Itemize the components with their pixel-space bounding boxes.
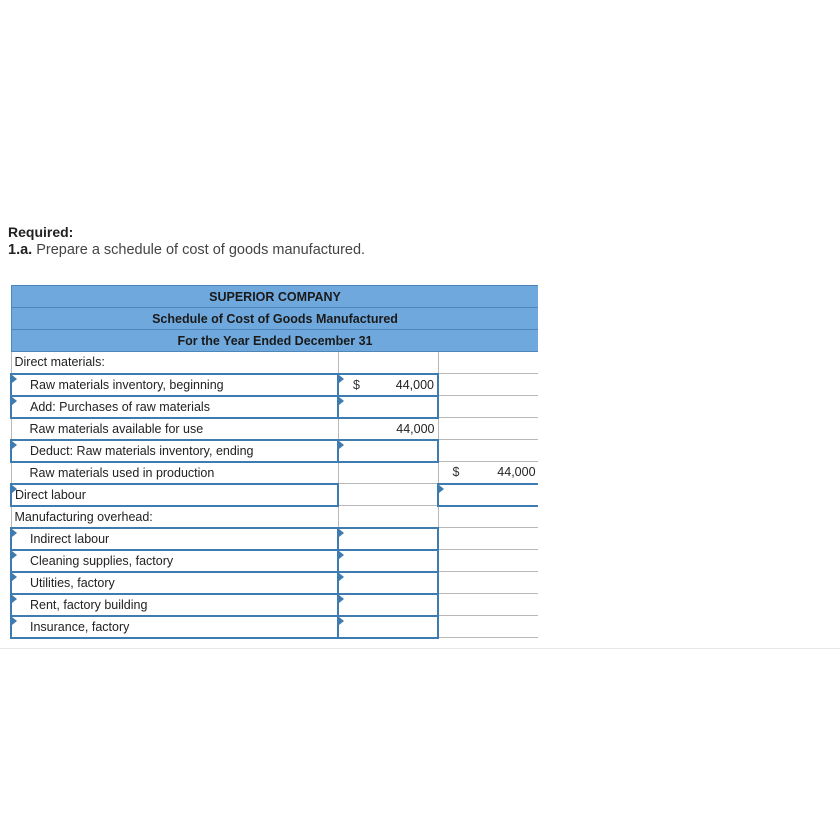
- total-cell: [438, 418, 538, 440]
- table-row: [11, 374, 538, 396]
- row-label-cleaning-supplies[interactable]: [11, 550, 338, 572]
- amount-cell: [338, 352, 438, 374]
- total-value: 44,000: [497, 465, 536, 480]
- total-cell: [438, 352, 538, 374]
- amount-input[interactable]: [338, 528, 438, 550]
- amount-cell: [338, 484, 438, 506]
- amount-input[interactable]: [338, 572, 438, 594]
- table-row: [11, 572, 538, 594]
- row-label-text: Deduct: Raw materials inventory, ending: [30, 443, 254, 458]
- amount-cell: [338, 506, 438, 528]
- row-label-text: Rent, factory building: [30, 597, 148, 612]
- schedule-table-container[interactable]: [10, 285, 538, 642]
- row-label-text: Indirect labour: [30, 531, 110, 546]
- schedule-table: [10, 285, 538, 639]
- required-instruction: [8, 242, 365, 258]
- currency-symbol: $: [353, 377, 360, 392]
- row-label-text: Direct labour: [15, 487, 86, 502]
- row-label-manufacturing-overhead: Manufacturing overhead:: [11, 506, 338, 528]
- total-cell: [438, 374, 538, 396]
- table-row: [11, 462, 538, 484]
- amount-input[interactable]: [338, 594, 438, 616]
- total-cell: [438, 506, 538, 528]
- total-cell: [438, 572, 538, 594]
- total-input[interactable]: [438, 484, 538, 506]
- table-row: [11, 594, 538, 616]
- schedule-title: Schedule of Cost of Goods Manufactured: [11, 308, 538, 330]
- required-section: [8, 224, 365, 258]
- currency-symbol: $: [452, 465, 460, 480]
- amount-cell: [338, 462, 438, 484]
- row-label-purchases[interactable]: [11, 396, 338, 418]
- total-cell: [438, 462, 538, 484]
- table-row: [11, 396, 538, 418]
- amount-value: 44,000: [395, 377, 434, 392]
- table-row: [11, 550, 538, 572]
- row-label-text: Insurance, factory: [30, 619, 130, 634]
- row-label-raw-materials-beginning[interactable]: [11, 374, 338, 396]
- total-cell: [438, 594, 538, 616]
- row-label-rent[interactable]: [11, 594, 338, 616]
- schedule-period: For the Year Ended December 31: [11, 330, 538, 352]
- row-label-materials-available: Raw materials available for use: [11, 418, 338, 440]
- row-label-insurance[interactable]: [11, 616, 338, 638]
- row-label-text: Cleaning supplies, factory: [30, 553, 174, 568]
- total-cell: [438, 528, 538, 550]
- table-row: [11, 484, 538, 506]
- amount-cell: [338, 418, 438, 440]
- table-row: [11, 418, 538, 440]
- divider: [0, 648, 840, 649]
- amount-input[interactable]: [338, 374, 438, 396]
- amount-input[interactable]: [338, 550, 438, 572]
- amount-input[interactable]: [338, 440, 438, 462]
- row-label-direct-labour[interactable]: [11, 484, 338, 506]
- instruction-text: Prepare a schedule of cost of goods manufactured.: [36, 242, 366, 258]
- row-label-inventory-ending[interactable]: [11, 440, 338, 462]
- part-number: 1.a.: [8, 242, 33, 258]
- company-name: SUPERIOR COMPANY: [11, 286, 538, 308]
- total-cell: [438, 440, 538, 462]
- amount-value: 44,000: [396, 421, 435, 436]
- table-row: [11, 616, 538, 638]
- row-label-text: Raw materials inventory, beginning: [30, 377, 224, 392]
- amount-input[interactable]: [338, 616, 438, 638]
- table-row: [11, 440, 538, 462]
- table-row: [11, 506, 538, 528]
- total-cell: [438, 396, 538, 418]
- total-cell: [438, 616, 538, 638]
- row-label-text: Add: Purchases of raw materials: [30, 399, 210, 414]
- amount-input[interactable]: [338, 396, 438, 418]
- table-row: [11, 528, 538, 550]
- table-row: [11, 352, 538, 374]
- row-label-utilities[interactable]: [11, 572, 338, 594]
- row-label-materials-used: Raw materials used in production: [11, 462, 338, 484]
- row-label-indirect-labour[interactable]: [11, 528, 338, 550]
- row-label-text: Utilities, factory: [30, 575, 115, 590]
- total-cell: [438, 550, 538, 572]
- row-label-direct-materials: Direct materials:: [11, 352, 338, 374]
- required-heading: Required:: [8, 224, 74, 240]
